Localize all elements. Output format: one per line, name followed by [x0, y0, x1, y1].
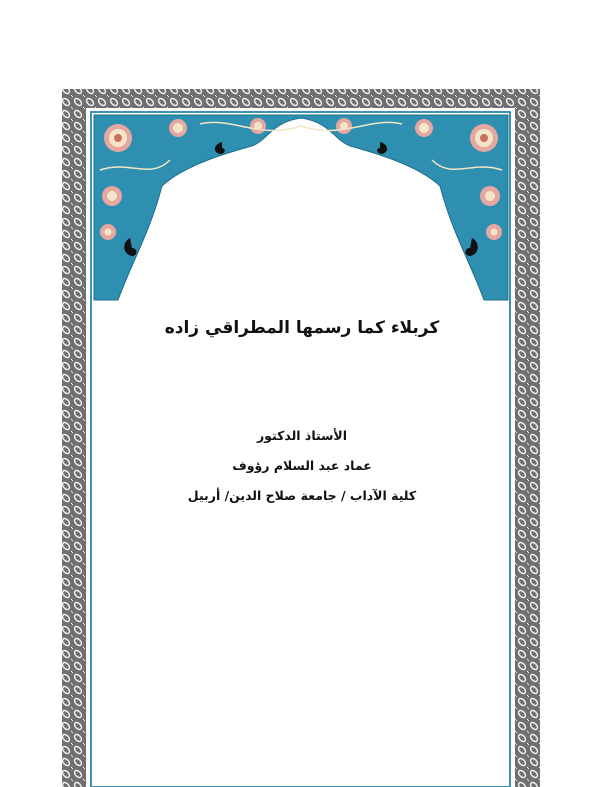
- flower-ornament-top-left: [104, 124, 132, 152]
- author-name: عماد عبد السلام رؤوف: [232, 458, 372, 473]
- document-title: كربلاء كما رسمها المطراقي زاده: [164, 318, 440, 338]
- flower-ornament-top-left-2: [169, 119, 187, 137]
- academic-title: الأستاذ الدكتور: [256, 428, 348, 443]
- author-affiliation: كلية الآداب / جامعة صلاح الدين/ أربيل: [187, 488, 417, 503]
